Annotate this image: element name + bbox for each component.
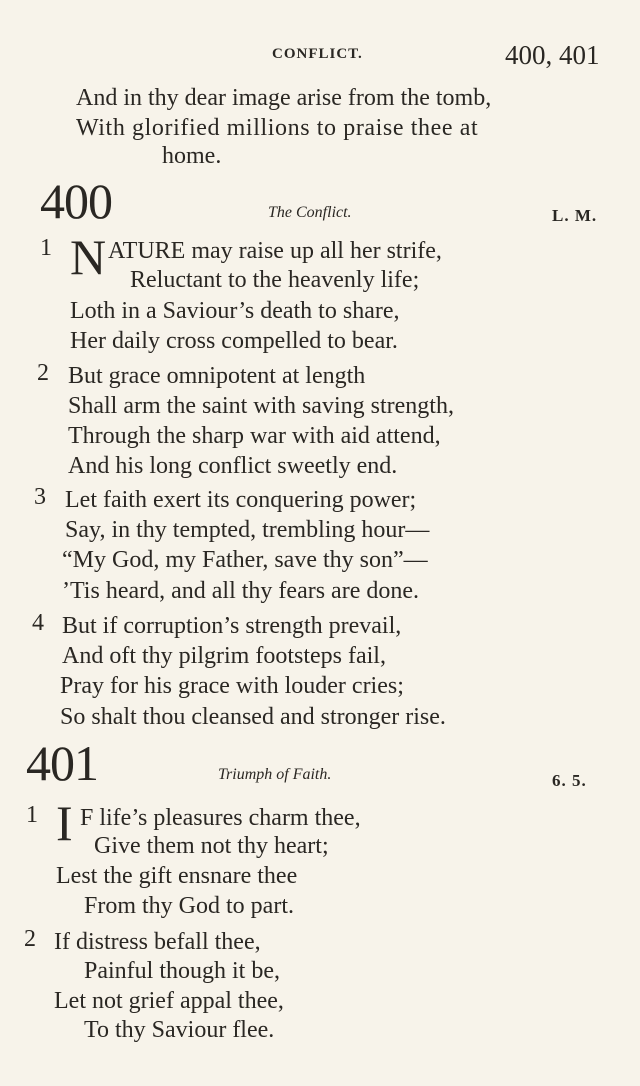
preceding-line-1: And in thy dear image arise from the tomb, <box>76 85 492 111</box>
drop-cap: I <box>56 795 73 851</box>
verse-number: 1 <box>26 802 38 828</box>
verse-number: 2 <box>37 360 49 386</box>
verse-line: Let not grief appal thee, <box>54 988 284 1014</box>
verse-line: Let faith exert its conquering power; <box>65 487 417 513</box>
verse-line: Give them not thy heart; <box>94 833 329 859</box>
page-numbers: 400, 401 <box>505 40 600 70</box>
verse-number: 1 <box>40 235 52 261</box>
verse-line: “My God, my Father, save thy son”— <box>62 547 428 573</box>
hymn-title-401: Triumph of Faith. <box>218 766 332 783</box>
drop-cap: N <box>70 229 107 285</box>
verse-line: Loth in a Saviour’s death to share, <box>70 298 400 324</box>
verse-line: If distress befall thee, <box>54 929 261 955</box>
verse-line: And oft thy pilgrim footsteps fail, <box>62 643 386 669</box>
verse-number: 3 <box>34 484 46 510</box>
verse-line: Reluctant to the heavenly life; <box>130 267 420 293</box>
verse-number: 2 <box>24 926 36 952</box>
hymn-number-401: 401 <box>26 735 98 791</box>
verse-line: But if corruption’s strength prevail, <box>62 613 402 639</box>
verse-line: Shall arm the saint with saving strength, <box>68 393 454 419</box>
hymn-meter-401: 6. 5. <box>552 771 587 790</box>
verse-line: Her daily cross compelled to bear. <box>70 328 398 354</box>
verse-line: Painful though it be, <box>84 958 280 984</box>
verse-line: F life’s pleasures charm thee, <box>80 805 361 831</box>
verse-line: Pray for his grace with louder cries; <box>60 673 404 699</box>
verse-number: 4 <box>32 610 44 636</box>
verse-line: To thy Saviour flee. <box>84 1017 275 1043</box>
hymn-meter-400: L. M. <box>552 206 598 225</box>
verse-line: ATURE may raise up all her strife, <box>108 238 442 264</box>
preceding-line-2: With glorified millions to praise thee at <box>76 115 479 141</box>
verse-line: ’Tis heard, and all thy fears are done. <box>62 578 419 604</box>
verse-line: From thy God to part. <box>84 893 294 919</box>
hymn-number-400: 400 <box>40 173 112 229</box>
verse-line: Through the sharp war with aid attend, <box>68 423 441 449</box>
running-head: CONFLICT. <box>272 46 363 62</box>
verse-line: Lest the gift ensnare thee <box>56 863 298 889</box>
verse-line: So shalt thou cleansed and stronger rise. <box>60 704 446 730</box>
verse-line: And his long conflict sweetly end. <box>68 453 398 479</box>
hymn-title-400: The Conflict. <box>268 204 352 221</box>
verse-line: But grace omnipotent at length <box>68 363 366 389</box>
preceding-line-3: home. <box>162 143 222 169</box>
verse-line: Say, in thy tempted, trembling hour— <box>65 517 430 543</box>
